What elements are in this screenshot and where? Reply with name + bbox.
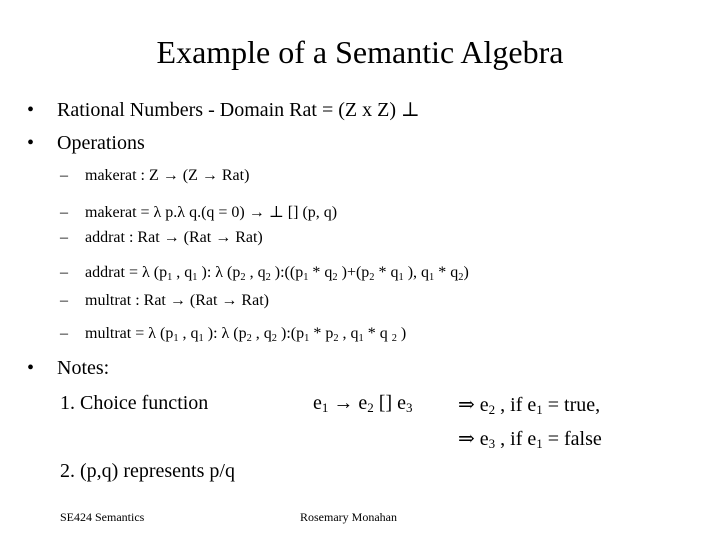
dash-marker: – xyxy=(60,167,68,184)
sub-bullet-multrat-type xyxy=(60,292,269,310)
dash-marker: – xyxy=(60,292,68,309)
bullet-text: Rational Numbers - Domain Rat = (Z x Z) ⊥ xyxy=(57,99,420,121)
sub-bullet-text: makerat : Z → (Z → Rat) xyxy=(85,167,250,184)
sub-bullet-makerat-type xyxy=(60,167,249,185)
bullet-marker: • xyxy=(27,132,35,154)
bullet-marker: • xyxy=(27,99,35,121)
sub-bullet-multrat-def xyxy=(60,325,406,343)
slide-title: Example of a Semantic Algebra xyxy=(156,34,564,70)
footer-course: SE424 Semantics xyxy=(60,510,145,524)
sub-bullet-text: addrat = λ ($p_1$ , $q_1$ ): λ ($p_2$ , $q_2$ )$:((p_1 * q_2$ )$+(p_2 * q_1$ ), $q_1 * q_2$) xyxy=(85,264,469,283)
sub-bullet-text: multrat : Rat → (Rat → Rat) xyxy=(85,292,269,309)
bullet-marker: • xyxy=(27,357,35,379)
choice-result-false: ⇒ $e_3$ , if $e_1$ = false xyxy=(458,428,602,451)
sub-bullet-text: makerat = λ p.λ q.(q = 0) → ⊥ [] (p, q) xyxy=(85,204,338,221)
sub-bullet-text: addrat : Rat → (Rat → Rat) xyxy=(85,229,263,246)
note-choice-function: 1. Choice function xyxy=(60,392,209,414)
choice-result-true: ⇒ $e_2$ , if $e_1$ = true, xyxy=(458,394,601,417)
choice-expression: $e_1 \to e_2$ [] $e_3$ xyxy=(313,392,413,415)
sub-bullet-addrat-type xyxy=(60,229,263,247)
bullet-text: Operations xyxy=(57,132,145,154)
dash-marker: – xyxy=(60,229,68,246)
dash-marker: – xyxy=(60,204,68,221)
sub-bullet-makerat-def xyxy=(60,202,337,222)
notes-heading: Notes: xyxy=(57,357,110,379)
bullet-rational-numbers xyxy=(27,97,420,122)
sub-bullet-text: multrat = λ ($p_1$ , $q_1$ ): λ ($p_2$ , $q_2$ )$:(p_1 * p_2$ , $q_1$ * q $_2$ ) xyxy=(85,325,407,344)
bullet-operations xyxy=(27,132,145,155)
sub-bullet-addrat-def xyxy=(60,264,469,282)
note-pq-represents: 2. (p,q) represents p/q xyxy=(60,460,235,482)
bullet-notes xyxy=(27,357,109,380)
dash-marker: – xyxy=(60,264,68,281)
dash-marker: – xyxy=(60,325,68,342)
footer-author: Rosemary Monahan xyxy=(300,510,397,524)
